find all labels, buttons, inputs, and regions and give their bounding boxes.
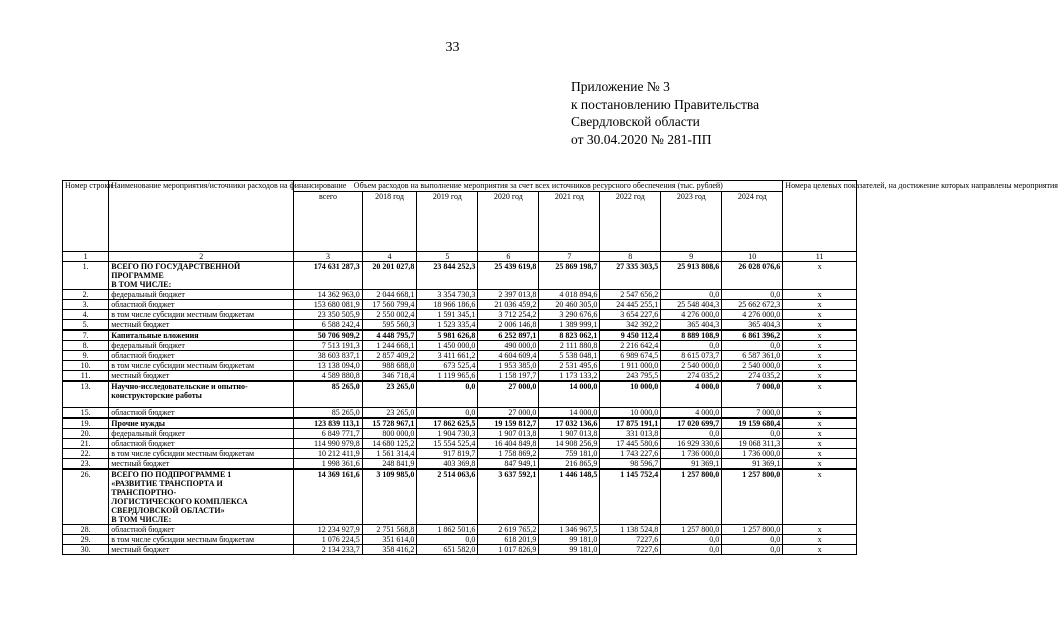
value-cell: 403 369,8: [417, 458, 478, 469]
table-row: [63, 458, 857, 469]
value-cell: 2 111 880,8: [539, 341, 600, 351]
column-number: 9: [661, 252, 722, 262]
value-cell: 1 736 000,0: [661, 448, 722, 458]
value-cell: 17 560 799,4: [362, 300, 417, 310]
value-cell: 3 712 254,2: [478, 310, 539, 320]
row-number-cell: 22.: [63, 448, 109, 458]
value-cell: 16 404 849,8: [478, 438, 539, 448]
value-cell: 2 751 568,8: [362, 524, 417, 534]
page-number: 33: [445, 40, 460, 55]
value-cell: 1 389 999,1: [539, 320, 600, 331]
value-cell: 0,0: [722, 534, 783, 544]
target-cell: x: [783, 300, 857, 310]
value-cell: 331 013,8: [600, 428, 661, 438]
value-cell: 19 159 812,7: [478, 418, 539, 429]
table-row: [63, 469, 857, 525]
value-cell: 1 953 385,0: [478, 361, 539, 371]
target-cell: x: [783, 418, 857, 429]
column-number: 2: [109, 252, 294, 262]
value-cell: 1 158 197,7: [478, 371, 539, 382]
value-cell: 2 540 000,0: [661, 361, 722, 371]
value-cell: 2 531 495,6: [539, 361, 600, 371]
table-row: [63, 262, 857, 290]
row-name-cell: местный бюджет: [109, 371, 294, 382]
value-cell: 243 795,5: [600, 371, 661, 382]
row-number-cell: 9.: [63, 351, 109, 361]
value-cell: 4 589 880,8: [294, 371, 362, 382]
table-row: [63, 361, 857, 371]
value-cell: 0,0: [661, 341, 722, 351]
column-number: 11: [783, 252, 857, 262]
value-cell: 0,0: [417, 407, 478, 418]
appendix-line-2: к постановлению Правительства: [571, 96, 760, 112]
column-number: 3: [294, 252, 362, 262]
table-row: [63, 300, 857, 310]
value-cell: 1 257 800,0: [661, 524, 722, 534]
value-cell: 7 000,0: [722, 407, 783, 418]
value-cell: 114 990 979,8: [294, 438, 362, 448]
value-cell: 216 865,9: [539, 458, 600, 469]
row-number-cell: 20.: [63, 428, 109, 438]
target-cell: x: [783, 351, 857, 361]
value-cell: 358 416,2: [362, 544, 417, 554]
value-cell: 2 540 000,0: [722, 361, 783, 371]
row-name-cell: в том числе субсидии местным бюджетам: [109, 448, 294, 458]
value-cell: 4 000,0: [661, 381, 722, 407]
value-cell: 5 538 048,1: [539, 351, 600, 361]
value-cell: 1 346 967,5: [539, 524, 600, 534]
value-cell: 2 857 409,2: [362, 351, 417, 361]
value-cell: 3 290 676,6: [539, 310, 600, 320]
value-cell: 7 513 191,3: [294, 341, 362, 351]
value-cell: 2 006 146,8: [478, 320, 539, 331]
table-row: [63, 330, 857, 341]
target-cell: x: [783, 524, 857, 534]
value-cell: 6 861 396,2: [722, 330, 783, 341]
row-name-cell: областной бюджет: [109, 407, 294, 418]
row-number-cell: 15.: [63, 407, 109, 418]
value-cell: 14 000,0: [539, 407, 600, 418]
value-cell: 6 588 242,4: [294, 320, 362, 331]
table-row: [63, 524, 857, 534]
value-cell: 0,0: [722, 544, 783, 554]
value-cell: 3 654 227,6: [600, 310, 661, 320]
value-cell: 85 265,0: [294, 381, 362, 407]
row-number-cell: 30.: [63, 544, 109, 554]
value-cell: 17 445 580,6: [600, 438, 661, 448]
value-cell: 1 017 826,9: [478, 544, 539, 554]
target-cell: x: [783, 407, 857, 418]
value-cell: 1 257 800,0: [722, 469, 783, 525]
row-name-cell: областной бюджет: [109, 300, 294, 310]
row-name-cell: местный бюджет: [109, 544, 294, 554]
value-cell: 25 439 619,8: [478, 262, 539, 290]
value-cell: 1 119 965,6: [417, 371, 478, 382]
value-cell: 7227,6: [600, 544, 661, 554]
value-cell: 1 257 800,0: [722, 524, 783, 534]
target-cell: x: [783, 320, 857, 331]
row-number-cell: 28.: [63, 524, 109, 534]
appendix-line-3: Свердловской области: [571, 114, 700, 129]
target-cell: x: [783, 361, 857, 371]
row-name-cell: в том числе субсидии местным бюджетам: [109, 534, 294, 544]
value-cell: 38 603 837,1: [294, 351, 362, 361]
value-cell: 24 445 255,1: [600, 300, 661, 310]
value-cell: 0,0: [722, 290, 783, 300]
row-number-cell: 19.: [63, 418, 109, 429]
value-cell: 7 000,0: [722, 381, 783, 407]
value-cell: 248 841,9: [362, 458, 417, 469]
header-year: 2023 год: [661, 192, 722, 252]
value-cell: 91 369,1: [722, 458, 783, 469]
value-cell: 274 035,2: [661, 371, 722, 382]
header-year: 2022 год: [600, 192, 661, 252]
row-number-cell: 3.: [63, 300, 109, 310]
row-name-cell: областной бюджет: [109, 351, 294, 361]
value-cell: 0,0: [722, 428, 783, 438]
value-cell: 19 159 680,4: [722, 418, 783, 429]
value-cell: 14 908 256,9: [539, 438, 600, 448]
value-cell: 8 615 073,7: [661, 351, 722, 361]
value-cell: 14 680 125,2: [362, 438, 417, 448]
value-cell: 342 392,2: [600, 320, 661, 331]
value-cell: 17 875 191,1: [600, 418, 661, 429]
header-year: 2021 год: [539, 192, 600, 252]
value-cell: 5 981 626,8: [417, 330, 478, 341]
value-cell: 16 929 330,6: [661, 438, 722, 448]
value-cell: 1 145 752,4: [600, 469, 661, 525]
expenses-table: [62, 180, 1058, 555]
value-cell: 27 000,0: [478, 407, 539, 418]
value-cell: 365 404,3: [661, 320, 722, 331]
value-cell: 27 335 303,5: [600, 262, 661, 290]
value-cell: 4 276 000,0: [722, 310, 783, 320]
table-row: [63, 448, 857, 458]
row-number-cell: 2.: [63, 290, 109, 300]
header-row-number: Номер строки: [63, 181, 109, 252]
value-cell: 759 181,0: [539, 448, 600, 458]
value-cell: 85 265,0: [294, 407, 362, 418]
row-number-cell: 26.: [63, 469, 109, 525]
row-number-cell: 23.: [63, 458, 109, 469]
value-cell: 91 369,1: [661, 458, 722, 469]
row-name-cell: Капитальные вложения: [109, 330, 294, 341]
value-cell: 651 582,0: [417, 544, 478, 554]
value-cell: 14 000,0: [539, 381, 600, 407]
header-year: всего: [294, 192, 362, 252]
value-cell: 1 736 000,0: [722, 448, 783, 458]
value-cell: 2 550 002,4: [362, 310, 417, 320]
table-row: [63, 371, 857, 382]
table-row: [63, 351, 857, 361]
row-name-cell: ВСЕГО ПО ПОДПРОГРАММЕ 1 «РАЗВИТИЕ ТРАНСПОРТА И ТРАНСПОРТНО- ЛОГИСТИЧЕСКОГО КОМПЛЕКСА СВЕРДЛОВСКОЙ ОБЛАСТИ» В ТОМ ЧИСЛЕ:: [109, 469, 294, 525]
value-cell: 153 680 081,9: [294, 300, 362, 310]
target-cell: x: [783, 290, 857, 300]
row-name-cell: в том числе субсидии местным бюджетам: [109, 310, 294, 320]
row-name-cell: местный бюджет: [109, 458, 294, 469]
value-cell: 0,0: [661, 428, 722, 438]
target-cell: x: [783, 458, 857, 469]
target-cell: x: [783, 438, 857, 448]
value-cell: 1 911 000,0: [600, 361, 661, 371]
value-cell: 19 068 311,3: [722, 438, 783, 448]
header-year: 2019 год: [417, 192, 478, 252]
value-cell: 23 844 252,3: [417, 262, 478, 290]
value-cell: 6 252 897,1: [478, 330, 539, 341]
value-cell: 99 181,0: [539, 544, 600, 554]
table-row: [63, 341, 857, 351]
value-cell: 98 596,7: [600, 458, 661, 469]
value-cell: 3 637 592,1: [478, 469, 539, 525]
value-cell: 1 998 361,6: [294, 458, 362, 469]
value-cell: 2 514 063,6: [417, 469, 478, 525]
value-cell: 123 839 113,1: [294, 418, 362, 429]
table-row: [63, 418, 857, 429]
row-number-cell: 7.: [63, 330, 109, 341]
value-cell: 4 276 000,0: [661, 310, 722, 320]
value-cell: 20 201 027,8: [362, 262, 417, 290]
target-cell: x: [783, 262, 857, 290]
target-cell: x: [783, 544, 857, 554]
row-number-cell: 8.: [63, 341, 109, 351]
value-cell: 4 448 795,7: [362, 330, 417, 341]
value-cell: 1 907 013,8: [478, 428, 539, 438]
value-cell: 21 036 459,2: [478, 300, 539, 310]
value-cell: 15 554 525,4: [417, 438, 478, 448]
value-cell: 17 020 699,7: [661, 418, 722, 429]
value-cell: 0,0: [661, 544, 722, 554]
target-cell: x: [783, 448, 857, 458]
column-number: 7: [539, 252, 600, 262]
table-row: [63, 290, 857, 300]
row-number-cell: 4.: [63, 310, 109, 320]
value-cell: 10 000,0: [600, 381, 661, 407]
value-cell: 595 560,3: [362, 320, 417, 331]
row-name-cell: Прочие нужды: [109, 418, 294, 429]
value-cell: 50 706 909,2: [294, 330, 362, 341]
value-cell: 6 989 674,5: [600, 351, 661, 361]
table-row: [63, 320, 857, 331]
table-row: [63, 534, 857, 544]
target-cell: x: [783, 330, 857, 341]
value-cell: 23 265,0: [362, 407, 417, 418]
value-cell: 1 743 227,6: [600, 448, 661, 458]
value-cell: 1 450 000,0: [417, 341, 478, 351]
value-cell: 1 244 668,1: [362, 341, 417, 351]
value-cell: 1 904 730,3: [417, 428, 478, 438]
table-row: [63, 407, 857, 418]
value-cell: 351 614,0: [362, 534, 417, 544]
row-name-cell: Научно-исследовательские и опытно- конструкторские работы: [109, 381, 294, 407]
value-cell: 10 212 411,9: [294, 448, 362, 458]
row-name-cell: областной бюджет: [109, 524, 294, 534]
target-cell: x: [783, 371, 857, 382]
row-name-cell: федеральный бюджет: [109, 290, 294, 300]
value-cell: 2 044 668,1: [362, 290, 417, 300]
header-name: Наименование мероприятия/источники расходов на финансирование: [109, 181, 294, 252]
value-cell: 2 397 013,8: [478, 290, 539, 300]
value-cell: 6 587 361,0: [722, 351, 783, 361]
value-cell: 618 201,9: [478, 534, 539, 544]
value-cell: 0,0: [722, 341, 783, 351]
value-cell: 18 966 186,6: [417, 300, 478, 310]
value-cell: 1 907 013,8: [539, 428, 600, 438]
header-volume: Объем расходов на выполнение мероприятия за счет всех источников ресурсного обеспечения (тыс. рублей): [294, 181, 783, 192]
row-name-cell: федеральный бюджет: [109, 341, 294, 351]
column-number: 10: [722, 252, 783, 262]
row-number-cell: 5.: [63, 320, 109, 331]
value-cell: 274 035,2: [722, 371, 783, 382]
value-cell: 4 018 894,6: [539, 290, 600, 300]
value-cell: 346 718,4: [362, 371, 417, 382]
row-name-cell: местный бюджет: [109, 320, 294, 331]
value-cell: 25 662 672,3: [722, 300, 783, 310]
target-cell: x: [783, 428, 857, 438]
appendix-line-1: Приложение № 3: [571, 79, 670, 94]
value-cell: 1 257 800,0: [661, 469, 722, 525]
column-number: 1: [63, 252, 109, 262]
row-number-cell: 11.: [63, 371, 109, 382]
value-cell: 25 548 404,3: [661, 300, 722, 310]
value-cell: 0,0: [661, 290, 722, 300]
value-cell: 8 823 062,1: [539, 330, 600, 341]
value-cell: 6 849 771,7: [294, 428, 362, 438]
value-cell: 988 688,0: [362, 361, 417, 371]
value-cell: 99 181,0: [539, 534, 600, 544]
target-cell: x: [783, 534, 857, 544]
value-cell: 2 216 642,4: [600, 341, 661, 351]
value-cell: 1 758 869,2: [478, 448, 539, 458]
value-cell: 2 547 656,2: [600, 290, 661, 300]
row-number-cell: 1.: [63, 262, 109, 290]
value-cell: 0,0: [417, 534, 478, 544]
value-cell: 1 138 524,8: [600, 524, 661, 534]
value-cell: 17 032 136,6: [539, 418, 600, 429]
value-cell: 1 523 335,4: [417, 320, 478, 331]
row-name-cell: федеральный бюджет: [109, 428, 294, 438]
value-cell: 800 000,0: [362, 428, 417, 438]
column-number: 5: [417, 252, 478, 262]
value-cell: 365 404,3: [722, 320, 783, 331]
value-cell: 1 446 148,5: [539, 469, 600, 525]
value-cell: 3 354 730,3: [417, 290, 478, 300]
table-row: [63, 544, 857, 554]
table-row: [63, 428, 857, 438]
value-cell: 917 819,7: [417, 448, 478, 458]
table-row: [63, 438, 857, 448]
value-cell: 2 134 233,7: [294, 544, 362, 554]
value-cell: 8 889 108,9: [661, 330, 722, 341]
target-cell: x: [783, 381, 857, 407]
value-cell: 4 000,0: [661, 407, 722, 418]
value-cell: 20 460 305,0: [539, 300, 600, 310]
value-cell: 4 604 609,4: [478, 351, 539, 361]
value-cell: 1 862 501,6: [417, 524, 478, 534]
value-cell: 847 949,1: [478, 458, 539, 469]
value-cell: 1 591 345,1: [417, 310, 478, 320]
value-cell: 2 619 765,2: [478, 524, 539, 534]
value-cell: 1 076 224,5: [294, 534, 362, 544]
value-cell: 7227,6: [600, 534, 661, 544]
value-cell: 12 234 927,9: [294, 524, 362, 534]
row-number-cell: 10.: [63, 361, 109, 371]
row-name-cell: в том числе субсидии местным бюджетам: [109, 361, 294, 371]
value-cell: 17 862 625,5: [417, 418, 478, 429]
appendix-header: [571, 78, 759, 148]
table-header-row: [63, 181, 857, 192]
value-cell: 0,0: [417, 381, 478, 407]
header-year: 2018 год: [362, 192, 417, 252]
value-cell: 25 913 808,6: [661, 262, 722, 290]
value-cell: 3 411 661,2: [417, 351, 478, 361]
header-year: 2020 год: [478, 192, 539, 252]
target-cell: x: [783, 310, 857, 320]
value-cell: 174 631 287,3: [294, 262, 362, 290]
value-cell: 10 000,0: [600, 407, 661, 418]
table-row: [63, 310, 857, 320]
value-cell: 1 173 133,2: [539, 371, 600, 382]
value-cell: 27 000,0: [478, 381, 539, 407]
value-cell: 14 362 963,0: [294, 290, 362, 300]
value-cell: 15 728 967,1: [362, 418, 417, 429]
column-number: 4: [362, 252, 417, 262]
column-number: 8: [600, 252, 661, 262]
header-targets: Номера целевых показателей, на достижение которых направлены мероприятия: [783, 181, 857, 252]
value-cell: 0,0: [661, 534, 722, 544]
row-name-cell: ВСЕГО ПО ГОСУДАРСТВЕННОЙ ПРОГРАММЕ В ТОМ ЧИСЛЕ:: [109, 262, 294, 290]
target-cell: x: [783, 469, 857, 525]
value-cell: 1 561 314,4: [362, 448, 417, 458]
column-numbers-row: [63, 252, 857, 262]
row-number-cell: 13.: [63, 381, 109, 407]
row-number-cell: 29.: [63, 534, 109, 544]
appendix-line-4: от 30.04.2020 № 281-ПП: [571, 131, 712, 147]
value-cell: 9 450 112,4: [600, 330, 661, 341]
value-cell: 673 525,4: [417, 361, 478, 371]
target-cell: x: [783, 341, 857, 351]
table-body: [63, 262, 857, 555]
value-cell: 490 000,0: [478, 341, 539, 351]
value-cell: 23 350 505,9: [294, 310, 362, 320]
header-year: 2024 год: [722, 192, 783, 252]
column-number: 6: [478, 252, 539, 262]
value-cell: 3 109 985,0: [362, 469, 417, 525]
row-number-cell: 21.: [63, 438, 109, 448]
value-cell: 23 265,0: [362, 381, 417, 407]
row-name-cell: областной бюджет: [109, 438, 294, 448]
value-cell: 14 369 161,6: [294, 469, 362, 525]
value-cell: 13 138 094,0: [294, 361, 362, 371]
value-cell: 25 869 198,7: [539, 262, 600, 290]
value-cell: 26 028 076,6: [722, 262, 783, 290]
table-row: [63, 381, 857, 407]
